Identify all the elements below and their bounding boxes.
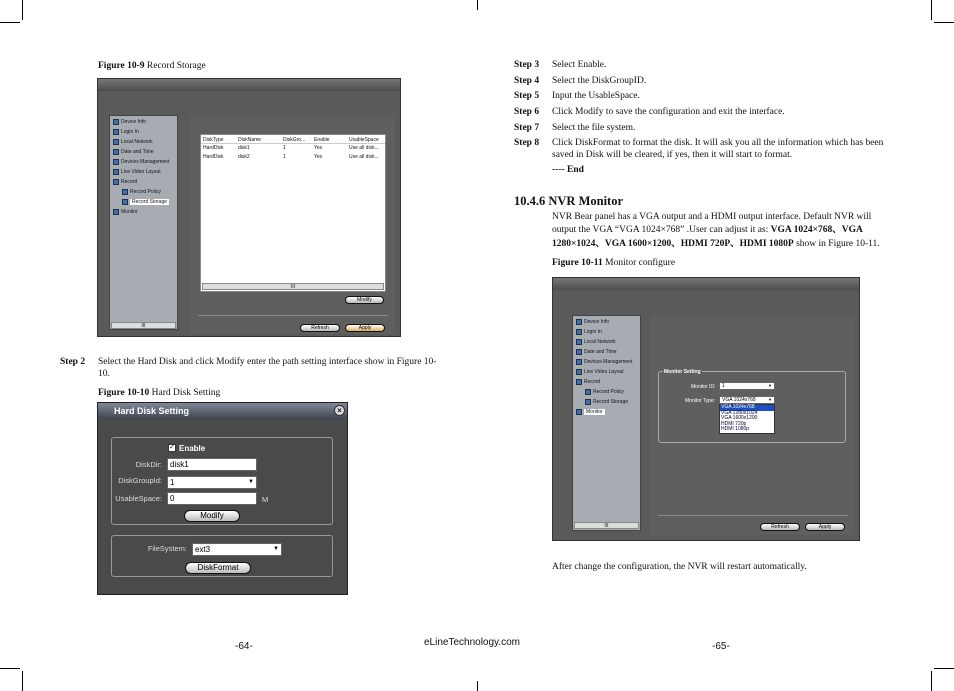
dialog-title: Hard Disk Setting bbox=[98, 403, 347, 419]
column-header: UsableSpace bbox=[349, 137, 379, 143]
usablespace-input[interactable]: 0 bbox=[167, 492, 257, 505]
policy-icon bbox=[122, 189, 128, 195]
monitor-type-select[interactable]: VGA 1024x768 ▼ bbox=[719, 396, 775, 404]
step-text: Select Enable. bbox=[552, 60, 607, 70]
crop-mark bbox=[0, 22, 20, 23]
table-scrollbar[interactable]: III bbox=[202, 283, 384, 290]
refresh-button[interactable]: Refresh bbox=[300, 324, 340, 332]
crop-mark bbox=[0, 668, 20, 669]
tree-node[interactable]: Record Policy bbox=[122, 189, 161, 195]
section-paragraph: NVR Bear panel has a VGA output and a HDMI output interface. Default NVR will output the VGA “VGA 1024×768” .User can adjust it as: VGA 1024×768、VGA 1280×1024、VGA 1600×1200、HDMI 720P、HDMI 1080P show in Figure 10-11. bbox=[552, 212, 880, 249]
network-icon bbox=[576, 339, 582, 345]
menu-tree bbox=[109, 115, 178, 330]
tree-node[interactable]: Local Network bbox=[113, 139, 153, 145]
divider bbox=[198, 315, 388, 316]
window-top-bar bbox=[98, 79, 400, 91]
crop-mark bbox=[477, 0, 478, 10]
dropdown-option[interactable]: VGA 1024x768 bbox=[720, 405, 774, 411]
unit-label: M bbox=[262, 495, 269, 504]
layout-icon bbox=[113, 169, 119, 175]
policy-icon bbox=[585, 389, 591, 395]
table-row[interactable]: HardDisk disk2 1 Yes Use all disk... bbox=[203, 154, 379, 160]
column-header: DiskGro... bbox=[283, 137, 306, 143]
storage-icon bbox=[122, 199, 128, 205]
storage-icon bbox=[585, 399, 591, 405]
figure-number: Figure 10-9 bbox=[98, 61, 145, 71]
refresh-button[interactable]: Refresh bbox=[760, 523, 800, 531]
diskdir-input[interactable]: disk1 bbox=[167, 458, 257, 471]
tree-node-selected[interactable]: Monitor bbox=[576, 409, 605, 415]
step-number: Step 5 bbox=[514, 91, 540, 101]
apply-button[interactable]: Apply bbox=[345, 324, 385, 332]
tree-node[interactable]: Date and Time bbox=[113, 149, 154, 155]
disk-table bbox=[200, 134, 386, 292]
tree-node[interactable]: Devices Management bbox=[113, 159, 169, 165]
tree-node[interactable]: Date and Time bbox=[576, 349, 617, 355]
enable-checkbox[interactable]: ✓ bbox=[169, 444, 175, 451]
column-header: DiskType bbox=[203, 137, 224, 143]
window-top-bar bbox=[553, 278, 859, 290]
clock-icon bbox=[576, 349, 582, 355]
content-panel bbox=[190, 115, 395, 334]
monitor-id-label: Monitor ID: bbox=[691, 384, 716, 390]
section-heading: 10.4.6 NVR Monitor bbox=[514, 194, 624, 208]
column-header: Enable bbox=[314, 137, 330, 143]
tree-node[interactable]: Record Policy bbox=[585, 389, 624, 395]
tree-node[interactable]: Local Network bbox=[576, 339, 616, 345]
table-header bbox=[201, 137, 385, 144]
dropdown-option[interactable]: VGA 1600x1200 bbox=[721, 415, 758, 421]
crop-mark bbox=[22, 671, 23, 691]
diskgroupid-label: DiskGroupId: bbox=[118, 476, 162, 485]
filesystem-select[interactable]: ext3 ▼ bbox=[192, 543, 282, 556]
device-icon bbox=[113, 119, 119, 125]
step-number: Step 8 bbox=[514, 138, 540, 148]
dialog-close-icon[interactable]: × bbox=[334, 405, 345, 416]
page-number-left: -64- bbox=[235, 641, 253, 652]
tree-node[interactable]: Device Info bbox=[576, 319, 609, 325]
chevron-down-icon: ▼ bbox=[768, 383, 772, 388]
network-icon bbox=[113, 139, 119, 145]
tree-node[interactable]: Monitor bbox=[113, 209, 138, 215]
monitor-icon bbox=[113, 209, 119, 215]
diskgroupid-select[interactable]: 1 ▼ bbox=[167, 476, 257, 489]
step-number: Step 2 bbox=[60, 357, 86, 367]
record-storage-screenshot bbox=[97, 78, 401, 337]
diskformat-button[interactable]: DiskFormat bbox=[185, 562, 251, 574]
footer-site: eLineTechnology.com bbox=[424, 637, 520, 648]
disk-settings-group bbox=[111, 437, 333, 525]
devices-icon bbox=[576, 359, 582, 365]
tree-node[interactable]: Record bbox=[576, 379, 600, 385]
login-icon bbox=[113, 129, 119, 135]
modify-button[interactable]: Modify bbox=[345, 296, 384, 304]
chevron-down-icon: ▼ bbox=[248, 479, 254, 485]
content-panel bbox=[650, 315, 855, 535]
column-header: DiskName bbox=[238, 137, 262, 143]
tree-node[interactable]: Login In bbox=[576, 329, 602, 335]
figure-caption bbox=[98, 387, 220, 399]
figure-number: Figure 10-10 bbox=[98, 388, 150, 398]
divider bbox=[658, 515, 848, 516]
chevron-down-icon: ▼ bbox=[273, 546, 279, 552]
menu-tree bbox=[572, 315, 641, 531]
step-text: Click DiskFormat to format the disk. It will ask you all the information which has been saved in Disk will be cleared, if yes, then it will start to format. bbox=[552, 138, 884, 161]
figure-title: Monitor configure bbox=[605, 258, 676, 268]
chevron-down-icon: ▼ bbox=[768, 397, 772, 402]
filesystem-group bbox=[111, 535, 333, 577]
monitor-type-dropdown bbox=[719, 404, 775, 434]
end-marker: ---- End bbox=[552, 165, 584, 175]
figure-number: Figure 10-11 bbox=[552, 258, 603, 268]
step-text: Select the Hard Disk and click Modify enter the path setting interface show in Figure 10-10. bbox=[98, 357, 437, 380]
figure-title: Record Storage bbox=[146, 61, 206, 71]
diskdir-label: DiskDir: bbox=[135, 460, 162, 469]
tree-node[interactable]: Devices Management bbox=[576, 359, 632, 365]
tree-node[interactable]: Live Video Layout bbox=[576, 369, 624, 375]
step-text: Select the file system. bbox=[552, 123, 636, 133]
monitor-screenshot bbox=[552, 277, 860, 541]
crop-mark bbox=[934, 668, 954, 669]
figure-caption bbox=[98, 60, 206, 72]
step-text: Click Modify to save the configuration and exit the interface. bbox=[552, 107, 785, 117]
table-row[interactable]: HardDisk disk1 1 Yes Use all disk... bbox=[203, 145, 379, 151]
closing-note: After change the configuration, the NVR will restart automatically. bbox=[552, 562, 807, 572]
filesystem-label: FileSystem: bbox=[147, 544, 187, 553]
page-number-right: -65- bbox=[712, 641, 730, 652]
step-number: Step 4 bbox=[514, 76, 540, 86]
crop-mark bbox=[931, 0, 932, 20]
enable-label: Enable bbox=[179, 444, 206, 453]
step-number: Step 3 bbox=[514, 60, 540, 70]
group-title: Monitor Setting bbox=[664, 369, 701, 375]
dropdown-option[interactable]: HDMI 1080p bbox=[721, 426, 750, 432]
crop-mark bbox=[931, 671, 932, 691]
tree-node[interactable]: Live Video Layout bbox=[113, 169, 161, 175]
tree-node[interactable]: Record bbox=[113, 179, 137, 185]
layout-icon bbox=[576, 369, 582, 375]
tree-node[interactable]: Login In bbox=[113, 129, 139, 135]
step-number: Step 7 bbox=[514, 123, 540, 133]
modify-button[interactable]: Modify bbox=[184, 510, 240, 522]
tree-scrollbar[interactable]: III bbox=[574, 522, 639, 529]
record-icon bbox=[113, 179, 119, 185]
tree-node-selected[interactable]: Record Storage bbox=[122, 199, 169, 205]
apply-button[interactable]: Apply bbox=[805, 523, 845, 531]
login-icon bbox=[576, 329, 582, 335]
tree-scrollbar[interactable]: III bbox=[111, 322, 176, 329]
devices-icon bbox=[113, 159, 119, 165]
clock-icon bbox=[113, 149, 119, 155]
step-number: Step 6 bbox=[514, 107, 540, 117]
monitor-setting-group bbox=[658, 371, 846, 443]
figure-caption bbox=[552, 257, 675, 269]
monitor-id-select[interactable]: 1 ▼ bbox=[719, 382, 775, 390]
step-text: Input the UsableSpace. bbox=[552, 91, 640, 101]
monitor-type-label: Monitor Type: bbox=[685, 398, 716, 404]
tree-node[interactable]: Record Storage bbox=[585, 399, 628, 405]
hard-disk-dialog bbox=[97, 402, 348, 595]
usablespace-label: UsableSpace: bbox=[115, 494, 162, 503]
crop-mark bbox=[477, 681, 478, 691]
dropdown-option[interactable]: HDMI 720p bbox=[721, 420, 747, 427]
record-icon bbox=[576, 379, 582, 385]
crop-mark bbox=[934, 22, 954, 23]
device-icon bbox=[576, 319, 582, 325]
figure-title: Hard Disk Setting bbox=[151, 388, 221, 398]
monitor-icon bbox=[576, 409, 582, 415]
crop-mark bbox=[22, 0, 23, 20]
tree-node[interactable]: Device Info bbox=[113, 119, 146, 125]
dropdown-option[interactable]: VGA 1280x1024 bbox=[721, 409, 758, 416]
step-text: Select the DiskGroupID. bbox=[552, 76, 647, 86]
